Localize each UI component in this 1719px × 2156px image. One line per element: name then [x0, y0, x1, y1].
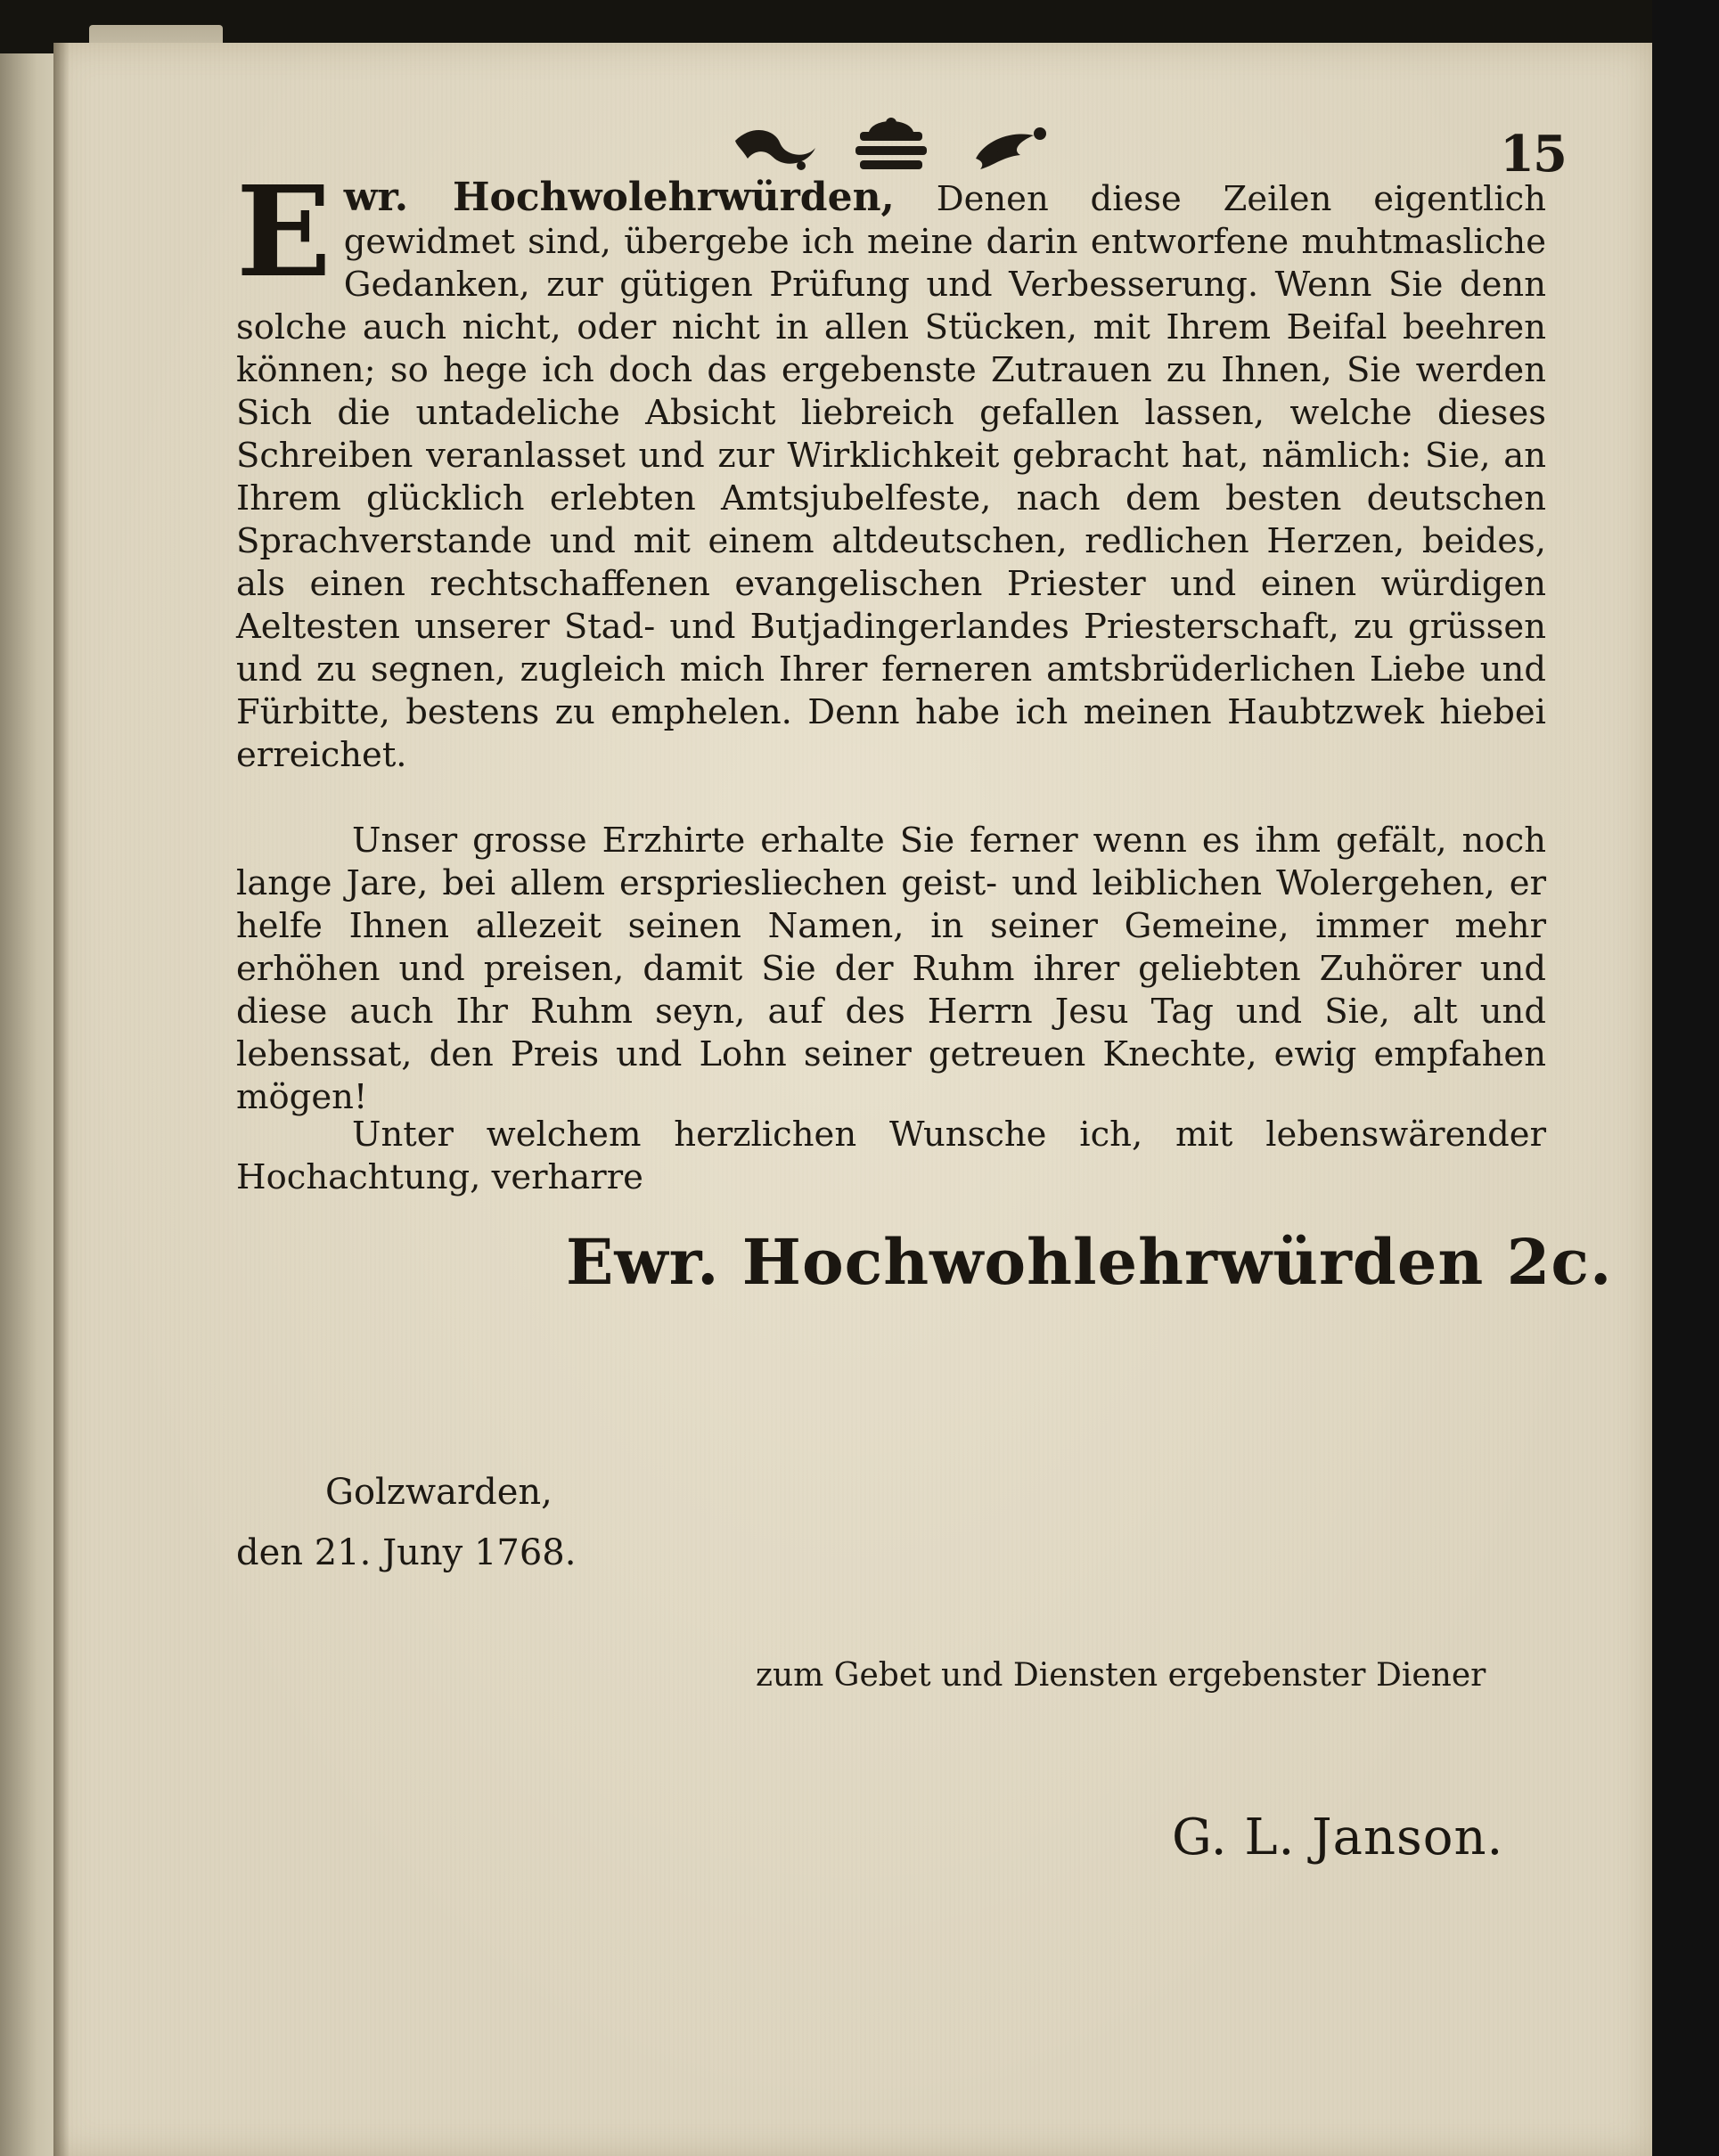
closing-paragraph: Unter welchem herzlichen Wunsche ich, mit lebenswärender Hochachtung, verharre [236, 1115, 1546, 1197]
page-gutter-shadow [53, 43, 70, 2156]
salutation: wr. Hochwolehrwürden, [343, 175, 895, 220]
closing-salutation: Ewr. Hochwohlehrwürden 2c. [566, 1225, 1613, 1299]
place-name: Golzwarden, [325, 1472, 553, 1513]
service-line: zum Gebet und Diensten ergebenster Diener [756, 1657, 1486, 1694]
scan-border [1652, 0, 1719, 2156]
signature: G. L. Janson. [1172, 1809, 1504, 1866]
paragraph-text: Denen diese Zeilen eigentlich gewidmet sind, übergebe ich meine darin entworfene muhtmasliche Gedanken, zur gütigen Prüfung und Verbesserung. Wenn Sie denn solche auch nicht, oder nicht in allen Stücken, mit Ihrem Beifal beehren können; so hege ich doch das ergebenste Zutrauen zu Ihnen, Sie werden Sich die untadeliche Absicht liebreich gefallen lassen, welche dieses Schreiben veranlasset und zur Wirklichkeit gebracht hat, nämlich: Sie, an Ihrem glücklich erlebten Amtsjubelfeste, nach dem besten deutschen Sprachverstande und mit einem altdeutschen, redlichen Herzen, beides, als einen rechtschaffenen evangelischen Priester und einen würdigen Aeltesten unserer Stad- und Butjadingerlandes Priesterschaft, zu grüssen und zu segnen, zugleich mich Ihrer ferneren amtsbrüderlichen Liebe und Fürbitte, bestens zu emphelen. Denn habe ich meinen Haubtzwek hiebei erreichet. [236, 179, 1546, 775]
dedication-paragraph [236, 159, 1546, 777]
page-number: 15 [1500, 125, 1566, 184]
drop-cap: E [236, 159, 332, 306]
blessing-paragraph: Unser grosse Erzhirte erhalte Sie ferner wenn es ihm gefält, noch lange Jare, bei allem erspriesliechen geist- und leiblichen Wolergehen, er helfe Ihnen allezeit seinen Namen, in seiner Gemeine, immer mehr erhöhen und preisen, damit Sie der Ruhm ihrer geliebten Zuhörer und diese auch Ihr Ruhm seyn, auf des Herrn Jesu Tag und Sie, alt und lebenssat, den Preis und Lohn seiner getreuen Knechte, ewig empfahen mögen! [236, 821, 1546, 1117]
letter-date: den 21. Juny 1768. [236, 1532, 577, 1573]
